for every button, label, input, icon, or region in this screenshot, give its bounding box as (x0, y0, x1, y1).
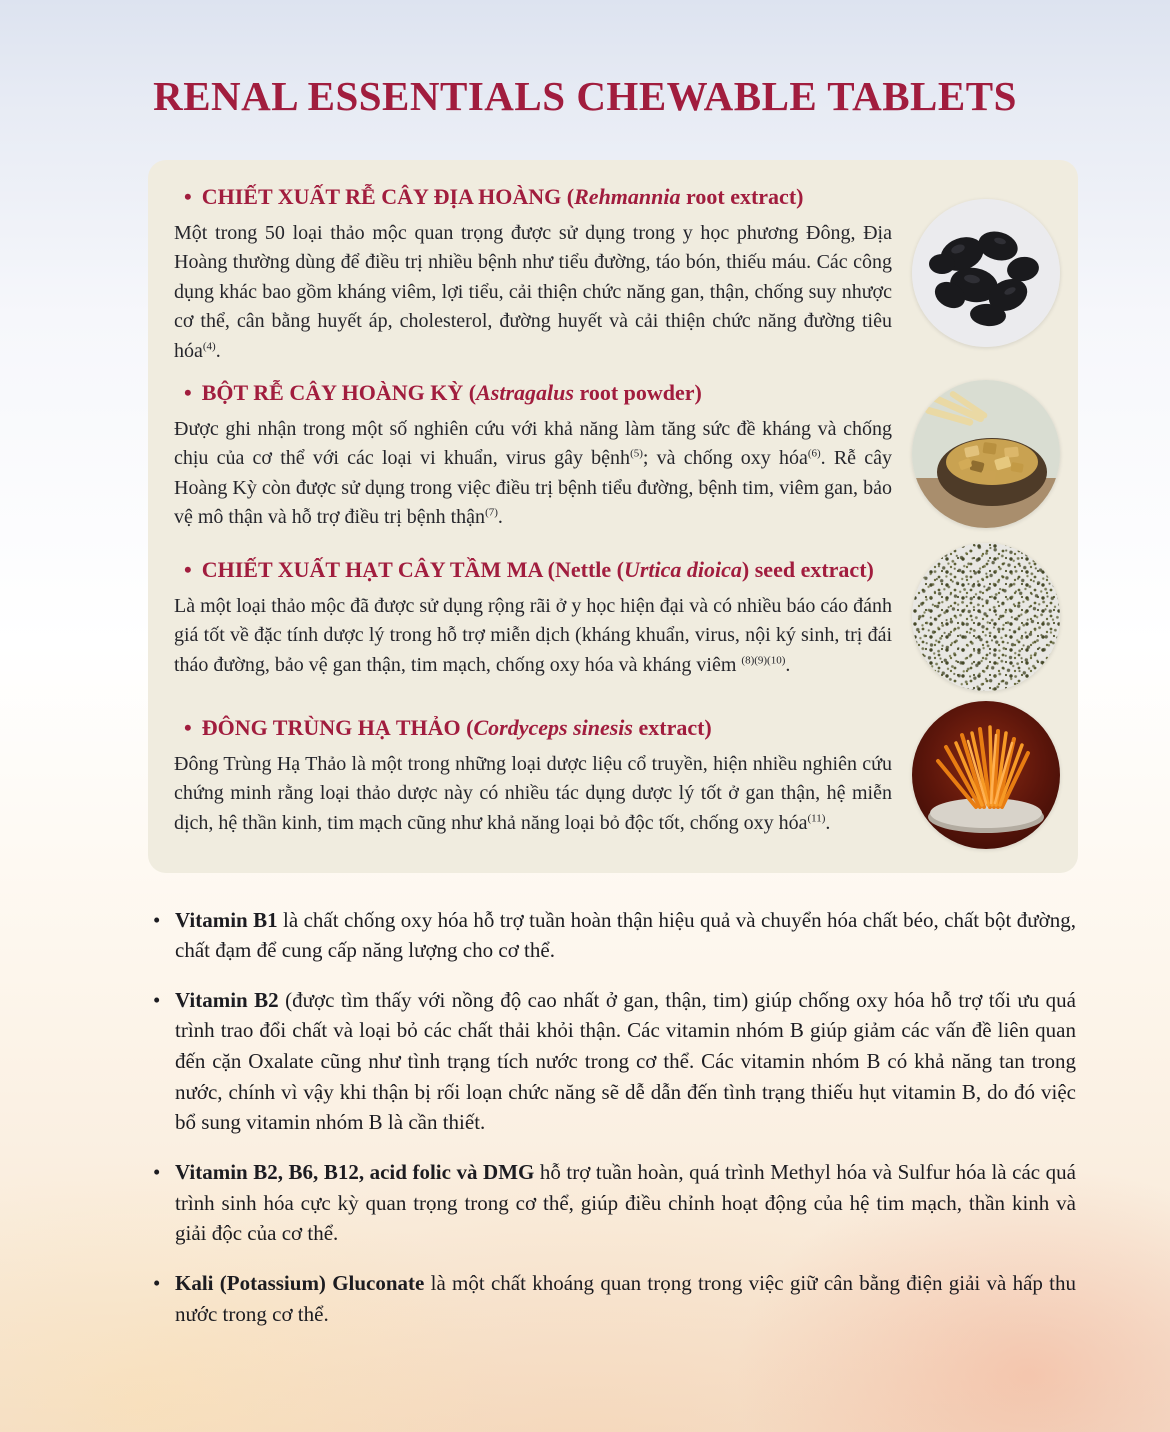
bullet-lead-text: Vitamin B2, B6, B12, acid folic và DMG (175, 1160, 535, 1185)
herb-section-title (202, 557, 874, 582)
reference-superscript: (4) (202, 339, 216, 352)
body-text: . (785, 653, 791, 676)
bullet-body-text: là một chất khoáng quan trọng trong việc giữ cân bằng điện giải và hấp thu nước trong cơ thể. (175, 1271, 1076, 1326)
reference-superscript: (5) (630, 447, 643, 460)
herb-section (162, 180, 1062, 366)
body-text: . Rễ cây Hoàng Kỳ còn được sử dụng trong việc điều trị bệnh tiểu đường, bệnh tim, viêm gan, bảo vệ mô thận và hỗ trợ điều trị bệnh thận (174, 447, 892, 529)
herb-section-text (162, 180, 898, 366)
bullet-lead-text: Kali (Potassium) Gluconate (175, 1271, 425, 1296)
bullet-body-text: (được tìm thấy với nồng độ cao nhất ở gan, thận, tim) giúp chống oxy hóa hỗ trợ tối ưu quá trình trao đổi chất và loại bỏ các chất thải khỏi thận. Các vitamin nhóm B giúp giảm các vấn đề liên quan đến cặn Oxalate cũng như tình trạng tích nước trong cơ thể. Các vitamin nhóm B có khả năng tan trong nước, chính vì vậy khi thận bị rối loạn chức năng sẽ dễ dẫn đến tình trạng thiếu hụt vitamin B, do đó việc bổ sung vitamin nhóm B là cần thiết. (175, 987, 1076, 1135)
herb-name-text: extract) (632, 714, 712, 740)
reference-superscript: (6) (807, 447, 821, 460)
bullet-item (150, 985, 1076, 1138)
cordyceps-photo (912, 701, 1060, 849)
reference-superscript: (7) (485, 506, 498, 519)
herb-section-title (202, 380, 702, 405)
herb-section (162, 701, 1062, 849)
herb-section-header (176, 715, 892, 741)
herb-name-text: CHIẾT XUẤT HẠT CÂY TẦM MA (Nettle ( (201, 556, 624, 582)
body-text: Đông Trùng Hạ Thảo là một trong những loại dược liệu cổ truyền, hiện nhiều nghiên cứu chứng minh rằng loại thảo dược này có nhiều tác dụng dược lý tốt ở gan thận, hệ miễn dịch, hệ thần kinh, tim mạch cũng như khả năng loại bỏ độc tốt, chống oxy hóa (174, 752, 892, 834)
bullet-item (150, 905, 1076, 966)
body-text: . (825, 811, 831, 834)
body-text: . (215, 339, 221, 362)
bullet-lead-text: Vitamin B1 (175, 907, 278, 932)
herb-section (162, 543, 1062, 691)
herb-section-body (174, 415, 892, 533)
bullet-item (150, 1268, 1076, 1329)
herb-name-text: ) seed extract) (741, 556, 874, 582)
body-text: ; và chống oxy hóa (642, 447, 808, 470)
herb-info-panel (148, 160, 1078, 873)
reference-superscript: (8)(9)(10) (741, 654, 786, 667)
body-text: . (497, 506, 503, 529)
herb-section-title (202, 184, 804, 209)
bullet-lead-text: Vitamin B2 (175, 987, 279, 1012)
herb-section-text (162, 711, 898, 838)
herb-latin-name: Urtica dioica (623, 556, 742, 582)
astragalus-root-photo (912, 380, 1060, 528)
herb-name-text: CHIẾT XUẤT RỄ CÂY ĐỊA HOÀNG ( (201, 184, 575, 209)
herb-section-body (174, 219, 892, 366)
body-text: Là một loại thảo mộc đã được sử dụng rộng rãi ở y học hiện đại và có nhiều báo cáo đánh giá tốt về đặc tính dược lý trong hỗ trợ miễn dịch (kháng khuẩn, virus, nội ký sinh, trị đái tháo đường, bảo vệ gan thận, tim mạch, chống oxy hóa và kháng viêm (174, 594, 892, 676)
herb-latin-name: Rehmannia (574, 184, 681, 209)
herb-section-header (176, 557, 892, 583)
bullet-body-text: hỗ trợ tuần hoàn, quá trình Methyl hóa và Sulfur hóa là các quá trình sinh hóa cực kỳ quan trọng trong cơ thể, giúp điều chỉnh hoạt động của hệ tim mạch, thần kinh và giải độc của cơ thể. (175, 1160, 1076, 1246)
herb-latin-name: Astragalus (476, 379, 574, 405)
herb-section (162, 376, 1062, 533)
herb-section-title (202, 715, 712, 740)
herb-section-text (162, 376, 898, 533)
herb-name-text: root extract) (680, 184, 804, 209)
herb-section-body (174, 750, 892, 838)
herb-name-text: BỘT RỄ CÂY HOÀNG KỲ ( (201, 379, 477, 405)
herb-name-text: root powder) (573, 379, 702, 405)
herb-section-text (162, 553, 898, 680)
bullet-item (150, 1157, 1076, 1249)
herb-section-header (176, 380, 892, 406)
nettle-seed-photo (912, 543, 1060, 691)
herb-latin-name: Cordyceps sinesis (473, 714, 633, 740)
herb-name-text: ĐÔNG TRÙNG HẠ THẢO ( (201, 714, 474, 740)
bullet-body-text: là chất chống oxy hóa hỗ trợ tuần hoàn thận hiệu quả và chuyển hóa chất béo, chất bột đường, chất đạm để cung cấp năng lượng cho cơ thể. (175, 907, 1076, 963)
page-title: RENAL ESSENTIALS CHEWABLE TABLETS (153, 73, 1017, 119)
vitamin-bullet-list (150, 905, 1076, 1330)
rehmannia-root-photo (912, 199, 1060, 347)
body-text: Được ghi nhận trong một số nghiên cứu với khả năng làm tăng sức đề kháng và chống chịu của cơ thể với các loại vi khuẩn, virus gây bệnh (174, 417, 892, 470)
herb-section-header (176, 184, 892, 210)
herb-section-body (174, 592, 892, 680)
reference-superscript: (11) (807, 812, 826, 825)
body-text: Một trong 50 loại thảo mộc quan trọng được sử dụng trong y học phương Đông, Địa Hoàng thường dùng để điều trị nhiều bệnh như tiểu đường, táo bón, thiếu máu. Các công dụng khác bao gồm kháng viêm, lợi tiểu, cải thiện chức năng gan, thận, chống suy nhược cơ thể, cân bằng huyết áp, cholesterol, đường huyết và cải thiện chức năng đường tiêu hóa (174, 222, 892, 362)
